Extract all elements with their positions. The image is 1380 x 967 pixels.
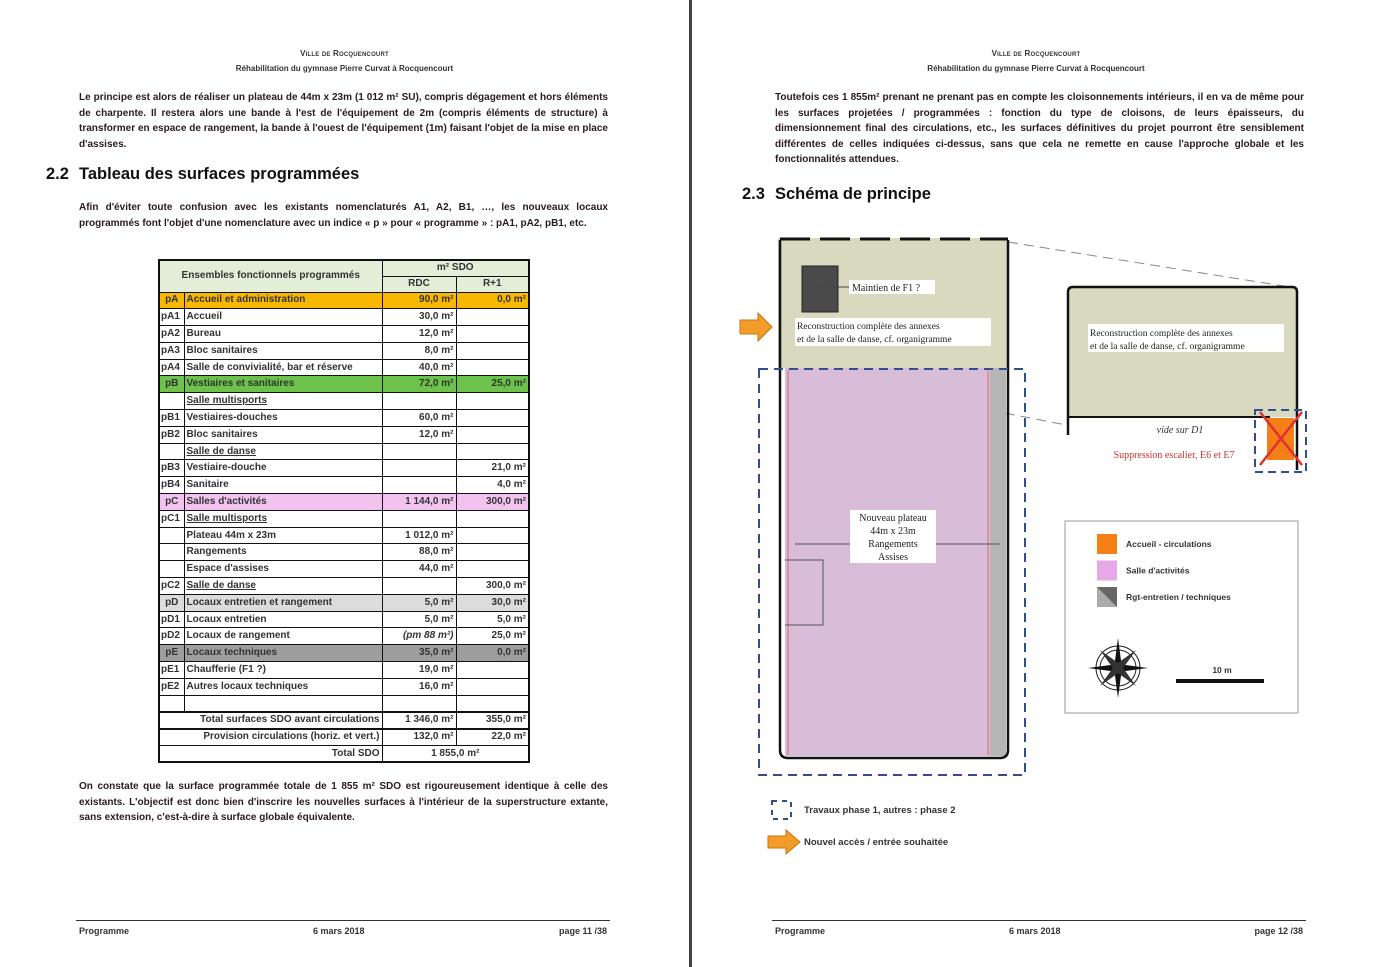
footer-page: page 11 /38 (558, 926, 607, 936)
row-r1 (456, 443, 529, 460)
row-rdc: 19,0 m² (382, 662, 456, 679)
provision-label: Provision circulations (horiz. et vert.) (159, 729, 382, 746)
row-rdc: 30,0 m² (382, 309, 456, 326)
total-before-r1: 355,0 m² (456, 712, 529, 729)
header-org: Ville de Rocquencourt (300, 49, 389, 58)
table-row (159, 460, 529, 477)
row-rdc: 12,0 m² (382, 326, 456, 343)
row-label: Locaux techniques (184, 645, 382, 662)
table-row (159, 376, 529, 393)
table-row (159, 510, 529, 527)
table-row (159, 292, 529, 309)
footer-page: page 12 /38 (1254, 926, 1303, 936)
intro-paragraph: Toutefois ces 1 855m² prenant ne prenant pas en compte les cloisonnements intérieurs, il en va de même pour les surfaces projetées / programmées : fonction du type de cloisons, de leurs épaisseurs, du dimensionnement final des circulations, etc., les surfaces définitives du projet pourront être sensiblement différentes de celles indiquées ci-dessus, sans que cela ne remette en cause l'approche globale et les fonctionnalités attendues. (775, 92, 1304, 165)
row-label: Autres locaux techniques (184, 678, 382, 695)
row-rdc: 5,0 m² (382, 594, 456, 611)
plateau-label-1: Nouveau plateau (859, 513, 927, 524)
row-label: Bloc sanitaires (184, 426, 382, 443)
row-r1 (456, 326, 529, 343)
table-header-r1: R+1 (456, 276, 529, 292)
table-row (159, 695, 529, 712)
row-label: Plateau 44m x 23m (184, 527, 382, 544)
phase-legend-icon (772, 801, 791, 819)
row-rdc (382, 443, 456, 460)
table-row (159, 309, 529, 326)
row-r1: 0,0 m² (456, 292, 529, 309)
recon-label-1-r1: Reconstruction complète des annexes (1090, 329, 1233, 339)
plateau-label-4: Assises (877, 552, 909, 563)
section-title: Tableau des surfaces programmées (79, 165, 360, 183)
row-r1: 5,0 m² (456, 611, 529, 628)
row-code: pC1 (159, 510, 184, 527)
section-title: Schéma de principe (775, 185, 931, 203)
header-org: Ville de Rocquencourt (991, 49, 1081, 58)
table-row (159, 594, 529, 611)
row-code: pB2 (159, 426, 184, 443)
table-row (159, 527, 529, 544)
row-label: Accueil (184, 309, 382, 326)
row-rdc (382, 393, 456, 410)
row-code: pE2 (159, 678, 184, 695)
recon-label-2-r1: et de la salle de danse, cf. organigramme (1090, 342, 1245, 352)
table-row (159, 393, 529, 410)
row-rdc: 44,0 m² (382, 561, 456, 578)
row-rdc: 8,0 m² (382, 342, 456, 359)
row-rdc: 5,0 m² (382, 611, 456, 628)
row-rdc: 72,0 m² (382, 376, 456, 393)
footer (76, 920, 610, 940)
row-r1 (456, 678, 529, 695)
f1-label: Maintien de F1 ? (852, 283, 921, 294)
row-code: pA4 (159, 359, 184, 376)
scale-bar (1176, 679, 1264, 683)
footer (772, 920, 1306, 940)
row-code: pC2 (159, 578, 184, 595)
section-number: 2.3 (742, 185, 765, 203)
table-header-label: Ensembles fonctionnels programmés (159, 260, 382, 292)
access-legend-arrow-icon (768, 830, 800, 854)
row-r1: 4,0 m² (456, 477, 529, 494)
row-rdc: 60,0 m² (382, 410, 456, 427)
legend-swatch (1097, 534, 1117, 554)
access-legend-label: Nouvel accès / entrée souhaitée (804, 837, 949, 848)
schema-diagram (692, 0, 1380, 967)
document-page-11 (0, 0, 689, 967)
row-r1: 300,0 m² (456, 494, 529, 511)
row-label: Bloc sanitaires (184, 342, 382, 359)
table-row (159, 628, 529, 645)
row-code (159, 393, 184, 410)
table-row (159, 342, 529, 359)
table-row (159, 645, 529, 662)
total-sdo-label: Total SDO (159, 746, 382, 763)
row-r1: 300,0 m² (456, 578, 529, 595)
stair-removal-label: Suppression escalier, E6 et E7 (1113, 450, 1235, 461)
table-row (159, 443, 529, 460)
row-r1 (456, 527, 529, 544)
row-code: pA (159, 292, 184, 309)
row-code (159, 443, 184, 460)
table-row (159, 477, 529, 494)
document-page-12 (692, 0, 1380, 967)
legend-label: Rgt-entretien / techniques (1126, 592, 1231, 602)
row-r1 (456, 309, 529, 326)
legend-swatch (1097, 561, 1117, 581)
row-rdc: 12,0 m² (382, 426, 456, 443)
row-rdc (382, 578, 456, 595)
recon-label-2: et de la salle de danse, cf. organigramme (797, 335, 952, 345)
legend-label: Accueil - circulations (1126, 539, 1212, 549)
table-row (159, 426, 529, 443)
row-code: pD1 (159, 611, 184, 628)
row-label: Vestiaire-douche (184, 460, 382, 477)
storage-strip (990, 368, 1006, 756)
row-r1: 30,0 m² (456, 594, 529, 611)
row-rdc (382, 477, 456, 494)
table-row (159, 561, 529, 578)
row-r1 (456, 510, 529, 527)
row-rdc (382, 695, 456, 712)
header-project: Réhabilitation du gymnase Pierre Curvat à Rocquencourt (235, 64, 454, 73)
row-label: Vestiaires-douches (184, 410, 382, 427)
row-r1 (456, 359, 529, 376)
row-code (159, 527, 184, 544)
row-code (159, 695, 184, 712)
plateau-label-2: 44m x 23m (870, 526, 916, 537)
void-label: vide sur D1 (1156, 425, 1204, 436)
row-label: Locaux entretien et rangement (184, 594, 382, 611)
row-r1 (456, 393, 529, 410)
plateau-label-3: Rangements (868, 539, 918, 550)
row-label (184, 695, 382, 712)
row-label: Accueil et administration (184, 292, 382, 309)
row-rdc: 16,0 m² (382, 678, 456, 695)
table-row (159, 678, 529, 695)
total-before-rdc: 1 346,0 m² (382, 712, 456, 729)
section-paragraph: Afin d'éviter toute confusion avec les existants nomenclaturés A1, A2, B1, …, les nouveaux locaux programmés font l'objet d'une nomenclature avec un indice « p » pour « programme » : pA1, pA2, pB1, etc. (79, 202, 608, 229)
row-label: Chaufferie (F1 ?) (184, 662, 382, 679)
row-code (159, 561, 184, 578)
row-r1 (456, 544, 529, 561)
row-r1: 21,0 m² (456, 460, 529, 477)
surfaces-table (158, 259, 530, 763)
total-sdo-value: 1 855,0 m² (382, 746, 529, 763)
row-label: Espace d'assises (184, 561, 382, 578)
table-header-rdc: RDC (382, 276, 456, 292)
row-rdc: 1 144,0 m² (382, 494, 456, 511)
table-row (159, 410, 529, 427)
scale-label: 10 m (1212, 665, 1232, 675)
row-rdc: 40,0 m² (382, 359, 456, 376)
row-rdc: 88,0 m² (382, 544, 456, 561)
row-label: Sanitaire (184, 477, 382, 494)
row-rdc (382, 460, 456, 477)
row-code (159, 544, 184, 561)
row-rdc: 1 012,0 m² (382, 527, 456, 544)
total-before-label: Total surfaces SDO avant circulations (159, 712, 382, 729)
row-label: Bureau (184, 326, 382, 343)
row-r1 (456, 410, 529, 427)
row-code: pC (159, 494, 184, 511)
row-r1 (456, 695, 529, 712)
row-code: pD (159, 594, 184, 611)
row-label: Vestiaires et sanitaires (184, 376, 382, 393)
row-rdc: 90,0 m² (382, 292, 456, 309)
row-rdc (382, 510, 456, 527)
row-code: pB (159, 376, 184, 393)
legend-label: Salle d'activités (1126, 565, 1190, 576)
row-label: Locaux de rangement (184, 628, 382, 645)
footer-left: Programme (775, 926, 826, 936)
row-r1 (456, 662, 529, 679)
row-r1 (456, 426, 529, 443)
row-r1: 0,0 m² (456, 645, 529, 662)
row-label: Salles d'activités (184, 494, 382, 511)
table-row (159, 662, 529, 679)
row-rdc: 35,0 m² (382, 645, 456, 662)
row-r1: 25,0 m² (456, 376, 529, 393)
row-label: Rangements (184, 544, 382, 561)
section-number: 2.2 (46, 165, 69, 183)
footer-left: Programme (79, 926, 130, 936)
row-label: Salle de danse (184, 578, 382, 595)
phase-legend-label: Travaux phase 1, autres : phase 2 (804, 805, 956, 816)
row-r1 (456, 561, 529, 578)
row-rdc: (pm 88 m²) (382, 628, 456, 645)
row-code: pE1 (159, 662, 184, 679)
row-label: Locaux entretien (184, 611, 382, 628)
row-r1: 25,0 m² (456, 628, 529, 645)
footer-date: 6 mars 2018 (1009, 926, 1061, 936)
table-row (159, 544, 529, 561)
table-row (159, 359, 529, 376)
projection-line (1008, 242, 1296, 288)
intro-paragraph: Le principe est alors de réaliser un plateau de 44m x 23m (1 012 m² SU), compris dégagement et hors éléments de charpente. Il restera alors une bande à l'est de l'équipement de 2m (compris éléments de structure) à transformer en espace de rangement, la bande à l'ouest de l'équipement (1m) faisant l'objet de la mise en place d'assises. (79, 92, 608, 150)
row-code: pB3 (159, 460, 184, 477)
row-label: Salle de danse (184, 443, 382, 460)
row-r1 (456, 342, 529, 359)
entrance-arrow-icon (740, 313, 772, 341)
row-label: Salle multisports (184, 510, 382, 527)
footer-date: 6 mars 2018 (313, 926, 365, 936)
row-label: Salle multisports (184, 393, 382, 410)
row-code: pA3 (159, 342, 184, 359)
row-code: pE (159, 645, 184, 662)
table-row (159, 326, 529, 343)
row-code: pD2 (159, 628, 184, 645)
row-label: Salle de convivialité, bar et réserve (184, 359, 382, 376)
conclusion-paragraph: On constate que la surface programmée totale de 1 855 m² SDO est rigoureusement identique à celle des existants. L'objectif est donc bien d'inscrire les nouvelles surfaces à l'intérieur de la superstructure extante, sans extension, c'est-à-dire à surface globale équivalente. (79, 781, 608, 823)
recon-label-1: Reconstruction complète des annexes (797, 322, 940, 332)
table-row (159, 578, 529, 595)
provision-rdc: 132,0 m² (382, 729, 456, 746)
table-row (159, 611, 529, 628)
table-row (159, 494, 529, 511)
row-code: pB1 (159, 410, 184, 427)
provision-r1: 22,0 m² (456, 729, 529, 746)
header-project: Réhabilitation du gymnase Pierre Curvat à Rocquencourt (927, 64, 1145, 73)
table-header-unit: m² SDO (382, 260, 529, 276)
f1-block (802, 266, 838, 312)
row-code: pA2 (159, 326, 184, 343)
row-code: pA1 (159, 309, 184, 326)
section-heading (46, 165, 359, 184)
row-code: pB4 (159, 477, 184, 494)
